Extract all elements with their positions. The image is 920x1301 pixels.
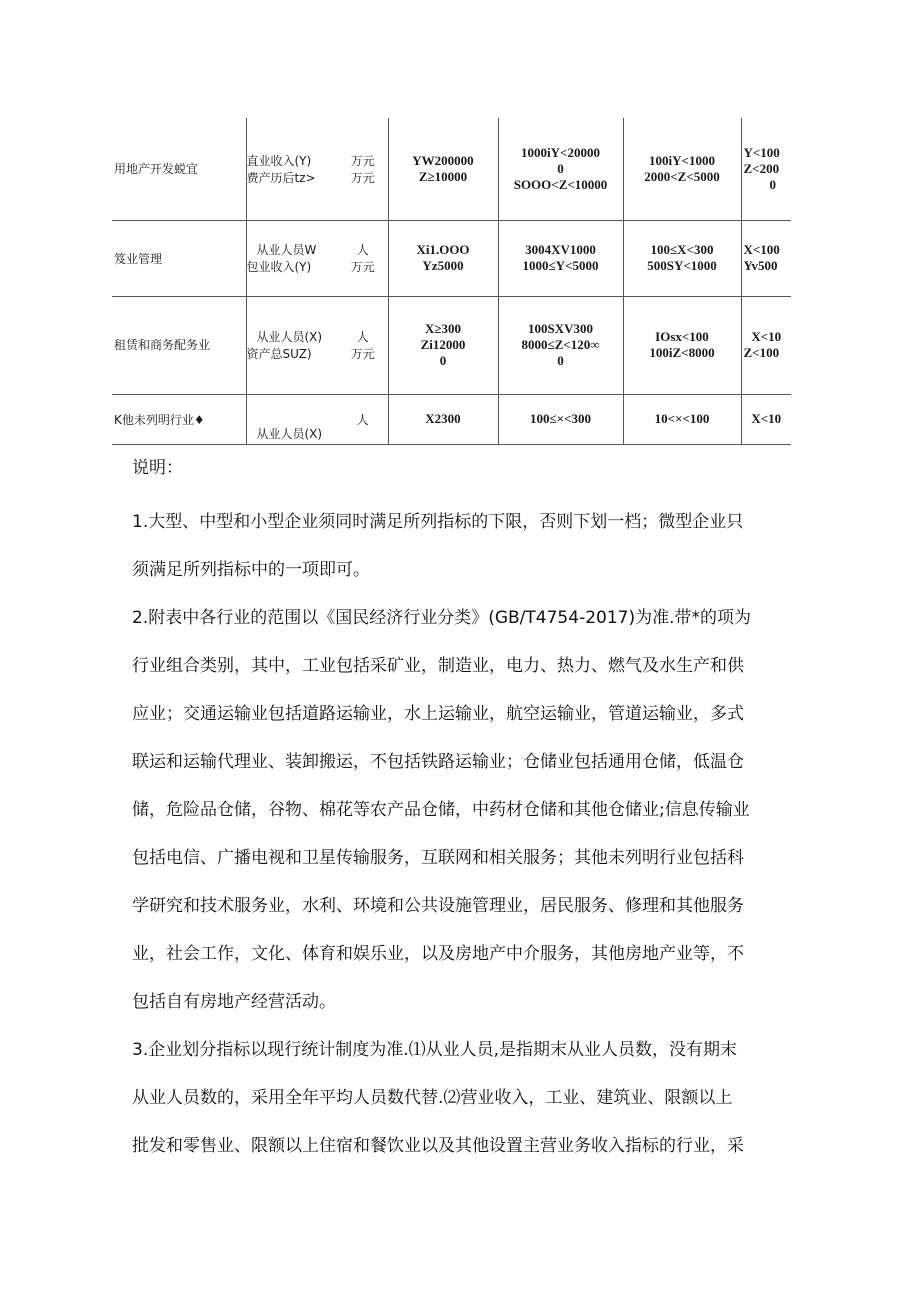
table-row	[112, 296, 791, 394]
micro-threshold: Y<100	[743, 144, 780, 160]
table-row	[112, 118, 791, 220]
micro-threshold: Z<100	[743, 345, 780, 360]
unit-cell: 万元	[350, 347, 375, 361]
category-cell: 租赁和商务配务业	[114, 338, 211, 352]
medium-threshold: 1000≤Y<5000	[522, 258, 599, 273]
note-line: 3.企业划分指标以现行统计制度为准.⑴从业人员,是指期末从业人员数，没有期末	[132, 1040, 738, 1060]
unit-cell: 人	[356, 330, 369, 344]
note-paragraph-2	[132, 594, 796, 1026]
table-row	[112, 220, 791, 296]
micro-threshold: X<10	[751, 329, 782, 344]
category-cell: K他未列明行业♦	[112, 394, 246, 444]
note-line: 包括电信、广播电视和卫星传输服务，互联网和相关服务；其他未列明行业包括科	[132, 848, 744, 868]
medium-threshold: 100≤×<300	[498, 394, 623, 444]
notes-section	[132, 450, 796, 1170]
notes-title: 说明：	[132, 458, 183, 478]
medium-threshold: SOOO<Z<10000	[513, 176, 608, 192]
micro-threshold: Z<200	[743, 160, 780, 176]
indicator-cell: 从业人员W	[256, 243, 317, 257]
large-threshold: Xi1.OOO	[416, 242, 470, 257]
category-cell: 笈业管理	[112, 220, 246, 296]
note-line: 业，社会工作，文化、体育和娱乐业，以及房地产中介服务，其他房地产业等，不	[132, 944, 744, 964]
unit-cell: 人	[356, 243, 369, 257]
note-line: 批发和零售业、限额以上住宿和餐饮业以及其他设置主营业务收入指标的行业，采	[132, 1136, 744, 1156]
micro-threshold: X<100	[743, 242, 780, 257]
micro-threshold: Yv500	[743, 258, 778, 273]
medium-threshold: 0	[557, 160, 564, 176]
indicator-cell: 包业收入(Y)	[246, 260, 312, 274]
enterprise-size-table	[112, 118, 791, 445]
small-threshold: 10<×<100	[623, 394, 741, 444]
large-threshold: YW200000	[412, 152, 474, 168]
indicator-cell: 从业人员(X)	[256, 330, 323, 344]
medium-threshold: 3004XV1000	[525, 242, 596, 257]
unit-cell: 万元	[350, 260, 375, 274]
large-threshold: X≥300	[424, 321, 462, 336]
indicator-cell: 费产历后tz>	[246, 170, 316, 185]
indicator-cell: 直业收入(Y)	[246, 153, 312, 168]
note-paragraph-1	[132, 498, 796, 594]
medium-threshold: 1000iY<20000	[521, 144, 600, 160]
unit-cell: 万元	[350, 170, 375, 185]
large-threshold: 0	[439, 353, 447, 368]
note-line: 应业；交通运输业包括道路运输业，水上运输业，航空运输业，管道运输业，多式	[132, 704, 744, 724]
micro-threshold: 0	[769, 176, 776, 192]
note-line: 学研究和技术服务业，水利、环境和公共设施管理业，居民服务、修理和其他服务	[132, 896, 744, 916]
large-threshold: X2300	[388, 394, 498, 444]
note-paragraph-3	[132, 1026, 796, 1170]
note-line: 从业人员数的，采用全年平均人员数代替.⑵营业收入，工业、建筑业、限额以上	[132, 1088, 733, 1108]
unit-cell: 万元	[350, 153, 375, 168]
note-line: 包括自有房地产经营活动。	[132, 992, 336, 1012]
small-threshold: 2000<Z<5000	[644, 168, 720, 184]
note-line: 须满足所列指标中的一项即可。	[132, 560, 370, 580]
note-line: 行业组合类别，其中，工业包括采矿业，制造业，电力、热力、燃气及水生产和供	[132, 656, 744, 676]
category-cell: 用地产开发蜕宜	[112, 118, 246, 220]
note-line: 1.大型、中型和小型企业须同时满足所列指标的下限，否则下划一档；微型企业只	[132, 512, 744, 532]
micro-threshold: X<10	[741, 394, 791, 444]
small-threshold: 100≤X<300	[650, 242, 714, 257]
large-threshold: Zi12000	[420, 337, 466, 352]
indicator-cell: 资产总SUZ)	[246, 347, 312, 361]
small-threshold: 100iZ<8000	[649, 345, 715, 360]
large-threshold: Yz5000	[422, 258, 464, 273]
medium-threshold: 8000≤Z<120∞	[521, 337, 600, 352]
small-threshold: 100iY<1000	[649, 152, 715, 168]
medium-threshold: 100SXV300	[527, 321, 593, 336]
unit-cell: 人	[338, 394, 388, 444]
note-line: 储，危险品仓储，谷物、棉花等农产品仓储，中药材仓储和其他仓储业;信息传输业	[132, 800, 750, 820]
large-threshold: Z≥10000	[418, 168, 468, 184]
note-line: 联运和运输代理业、装卸搬运，不包括铁路运输业；仓储业包括通用仓储，低温仓	[132, 752, 744, 772]
note-line: 2.附表中各行业的范围以《国民经济行业分类》(GB/T4754-2017)为准.带*的项为	[132, 608, 751, 628]
small-threshold: 500SY<1000	[647, 258, 717, 273]
indicator-cell: 从业人员(X)	[246, 394, 338, 444]
table-row	[112, 394, 791, 444]
medium-threshold: 0	[557, 353, 564, 368]
small-threshold: IOsx<100	[655, 329, 709, 344]
